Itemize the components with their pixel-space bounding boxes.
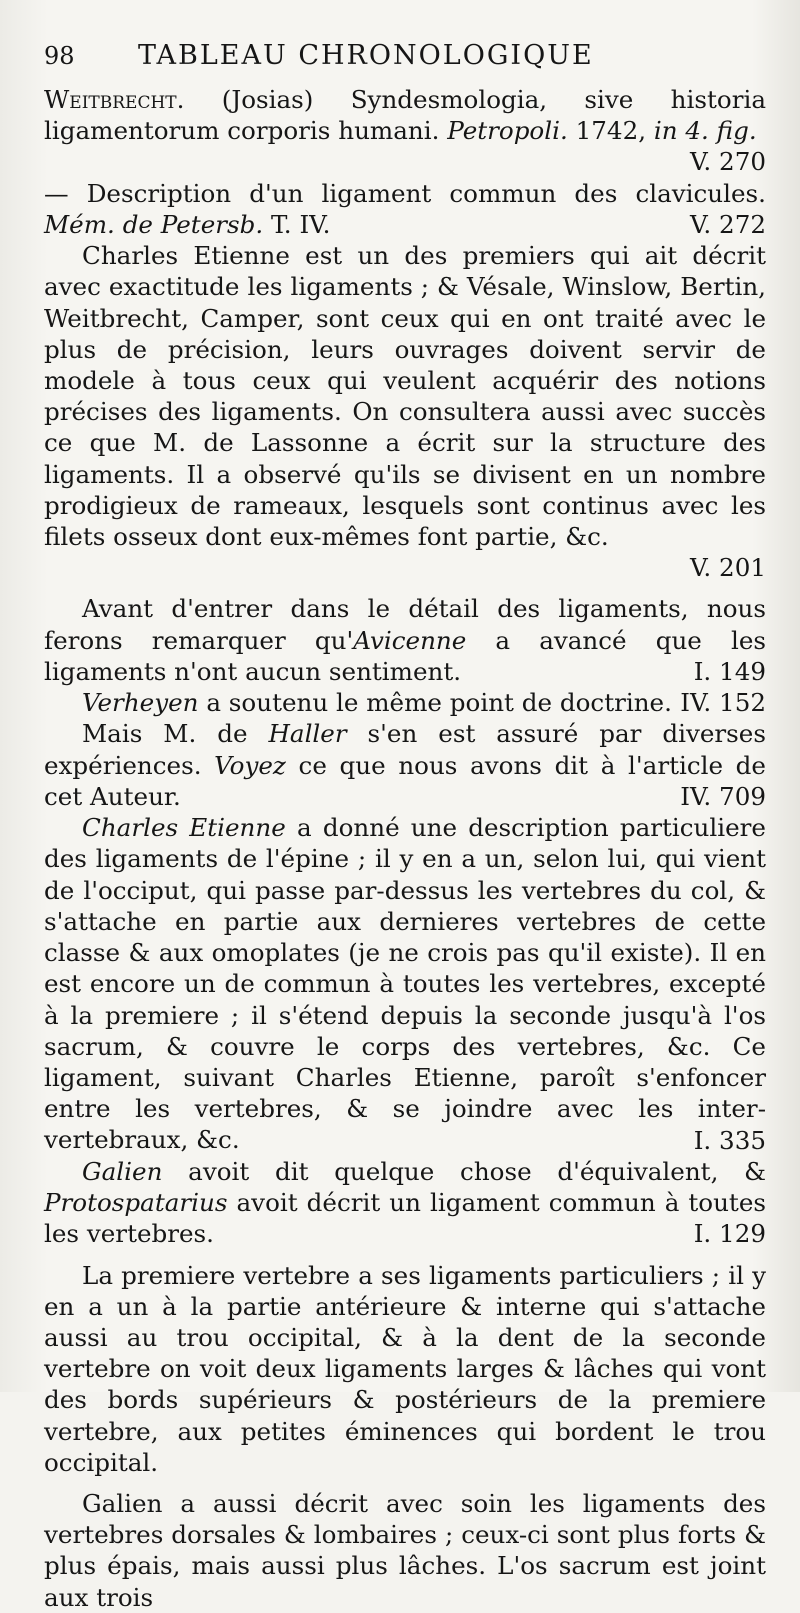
entry-text: — Description d'un ligament commun des clavicules. [44,178,766,208]
paragraph-text: La premiere vertebre a ses ligaments particuliers ; il y en a un à la partie antérieure & interne qui s'attache aussi au trou occipital, & à la dent de la seconde vertebre on voit deux ligaments larges & lâches qui vont des bords supérieurs & postérieurs de la premiere vertebre, aux petites éminences qui bordent le trou occipital. [44,1260,766,1477]
paragraph-text: Galien a aussi décrit avec soin les ligaments des vertebres dorsales & lombaires ; ceux-ci sont plus forts & plus épais, mais aussi plus lâches. L'os sacrum est joint aux trois [44,1488,766,1612]
page-body [44,84,766,1613]
paragraph-text: Avant d'entrer dans le détail des ligaments, nous ferons remarquer qu' [44,594,766,655]
paragraph-ref: I. 129 [693,1219,766,1249]
paragraph-ref: I. 149 [693,657,766,687]
cross-reference: Voyez [214,750,286,780]
paragraph [44,687,766,718]
paragraph-text: ce que nous avons dit à l'article de cet Auteur. [44,750,766,811]
entry-ref: V. 270 [689,147,766,177]
paragraph-text: Mais M. de [82,719,269,749]
paragraph-ref: IV. 152 [680,688,766,718]
paragraph-ref: IV. 709 [680,782,766,812]
paragraph-text: s'en est assuré par diverses expériences. [44,719,766,780]
paragraph-text: avoit décrit un ligament commun à toutes les vertebres. [44,1187,766,1249]
author-name: Charles Etienne [82,813,286,843]
author-name: Verheyen [82,688,199,718]
author-name: Galien [82,1156,163,1186]
entry-journal: Mém. de Petersb. [44,209,264,239]
entry-year: 1742, [575,116,647,146]
paragraph [44,812,766,1155]
paragraph-text: Charles Etienne est un des premiers qui ait décrit avec exactitude les ligaments ; & Vésale, Winslow, Bertin, Weitbrecht, Camper, sont ceux qui en ont traité avec le plus de précision, leurs ouvrages doivent servir de modele à tous ceux qui veulent acquérir des notions précises des ligaments. On consultera aussi avec succès ce que M. de Lassonne a écrit sur la structure des ligaments. Il a observé qu'ils se divisent en un nombre prodigieux de rameaux, lesquels sont continus avec les filets osseux dont eux-mêmes font partie, &c. [44,241,766,552]
entry-format: in 4. fig. [653,116,757,146]
paragraph-text: a avancé que les ligaments n'ont aucun sentiment. [44,625,767,686]
author-name: Avicenne [353,625,467,655]
entry-text: (Josias) Syndesmologia, sive historia ligamentorum corporis humani. [44,85,766,146]
paragraph-text: avoit dit quelque chose d'équivalent, & [162,1156,766,1186]
paragraph-ref: I. 335 [693,1125,766,1155]
paragraph [44,1260,766,1478]
page-title: TABLEAU CHRONOLOGIQUE [138,40,594,71]
page-number: 98 [44,42,75,70]
author-name: Protospatarius [44,1187,228,1217]
bibliography-entry [44,84,766,146]
paragraph [44,240,766,552]
author-name: Haller [268,719,347,749]
running-header [44,40,766,84]
paragraph-ref: V. 201 [689,553,766,583]
paragraph [44,1488,766,1613]
paragraph-text: a donné une description particuliere des ligaments de l'épine ; il y en a un, selon lui, qui vient de l'occiput, qui passe par-dessus les vertebres du col, & s'attache en partie aux dernieres vertebres de cette classe & aux omoplates (je ne crois pas qu'il existe). Il en est encore un de commun à toutes les vertebres, excepté à la premiere ; il s'étend depuis la seconde jusqu'à l'os sacrum, & couvre le corps des vertebres, &c. Ce ligament, suivant Charles Etienne, paroît s'enfoncer entre les vertebres, & se joindre avec les inter-vertebraux, &c. [44,813,766,1155]
paragraph-text: a soutenu le même point de doctrine. [198,688,672,718]
entry-tome: T. IV. [271,209,331,239]
entry-place: Petropoli. [447,116,568,146]
entry-author: Weitbrecht. [44,85,185,114]
entry-ref: V. 272 [689,210,766,240]
